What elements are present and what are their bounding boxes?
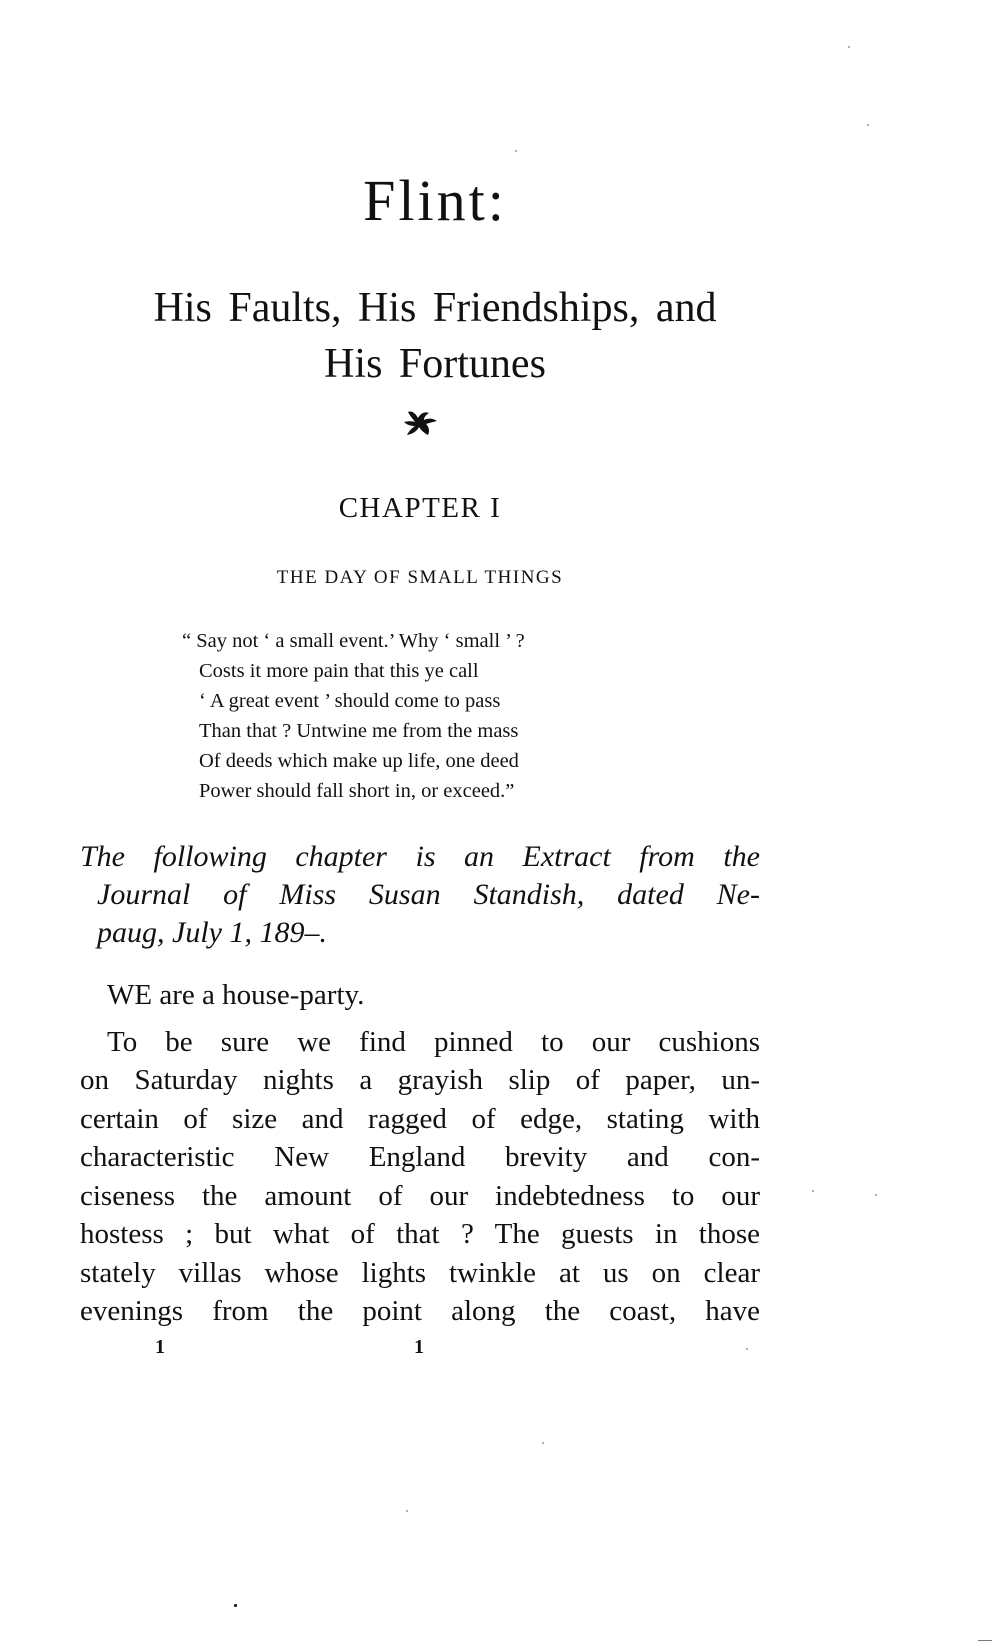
scan-speck	[978, 1640, 992, 1641]
intro-line: The following chapter is an Extract from the	[80, 840, 760, 873]
epigraph-line: Power should fall short in, or exceed.”	[199, 780, 515, 802]
intro-line: Journal of Miss Susan Standish, dated Ne-	[97, 878, 760, 911]
body-line: characteristic New England brevity and con-	[80, 1141, 760, 1173]
signature-mark-left: 1	[155, 1336, 165, 1358]
scan-speck	[848, 46, 850, 48]
fleuron-ornament-icon	[402, 408, 440, 438]
chapter-title: THE DAY OF SMALL THINGS	[276, 567, 564, 588]
scan-speck	[234, 1604, 237, 1607]
body-line: evenings from the point along the coast, have	[80, 1295, 760, 1327]
body-text	[80, 976, 760, 1331]
scan-speck	[515, 150, 517, 152]
epigraph	[182, 626, 702, 806]
epigraph-line: Costs it more pain that this ye call	[199, 660, 479, 682]
epigraph-line: Of deeds which make up life, one deed	[199, 750, 519, 772]
epigraph-line: ‘ A great event ’ should come to pass	[199, 690, 501, 712]
body-line: hostess ; but what of that ? The guests in those	[80, 1218, 760, 1250]
body-line: To be sure we find pinned to our cushions	[107, 1025, 760, 1058]
subtitle-line: His Fortunes	[324, 341, 546, 387]
body-line: on Saturday nights a grayish slip of paper, un-	[80, 1064, 760, 1096]
subtitle-line: His Faults, His Friendships, and	[153, 285, 717, 331]
scan-speck	[867, 124, 869, 126]
scan-speck	[812, 1190, 814, 1192]
chapter-intro-note	[80, 838, 760, 952]
body-line: stately villas whose lights twinkle at us on clear	[80, 1256, 760, 1289]
book-title: Flint:	[363, 168, 507, 233]
epigraph-line: Than that ? Untwine me from the mass	[199, 720, 519, 742]
epigraph-line: “ Say not ‘ a small event.’ Why ‘ small ’ ?	[182, 630, 525, 652]
body-line: ciseness the amount of our indebtedness to our	[80, 1179, 760, 1212]
book-subtitle	[60, 280, 810, 392]
scan-speck	[746, 1348, 748, 1350]
scan-speck	[875, 1194, 877, 1196]
chapter-heading: CHAPTER I	[338, 492, 502, 524]
body-line: WE are a house-party.	[107, 979, 365, 1011]
scan-speck	[542, 1442, 544, 1444]
scan-speck	[406, 1510, 408, 1512]
signature-mark-center: 1	[414, 1336, 424, 1358]
intro-line: paug, July 1, 189–.	[97, 916, 327, 949]
body-line: certain of size and ragged of edge, stating with	[80, 1102, 760, 1135]
